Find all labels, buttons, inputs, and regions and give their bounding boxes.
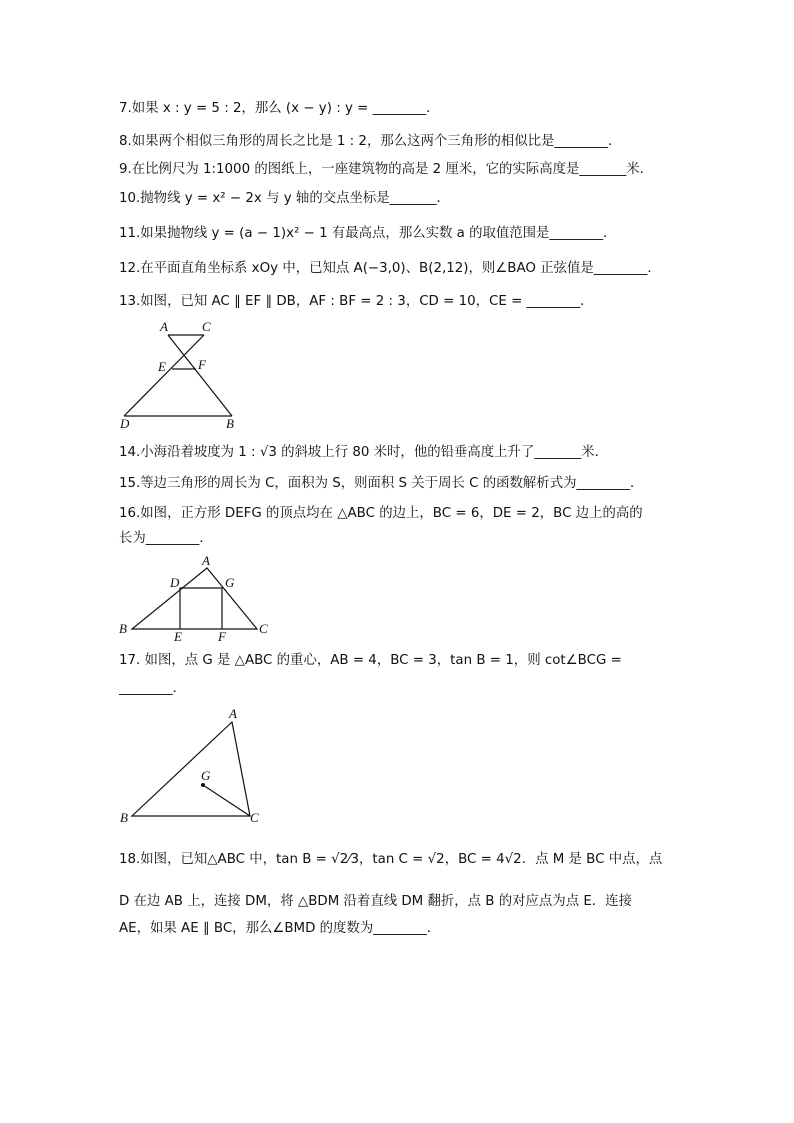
fig17-label-a: A xyxy=(229,706,237,721)
fig13-label-f: F xyxy=(198,357,206,372)
fig16-label-c: C xyxy=(259,621,268,636)
question-10: 10.抛物线 y = x² − 2x 与 y 轴的交点坐标是_______． xyxy=(119,191,450,206)
question-7: 7.如果 x : y = 5 : 2，那么 (x − y) : y = ________． xyxy=(119,101,440,116)
fig16-label-f: F xyxy=(218,629,226,644)
question-8: 8.如果两个相似三角形的周长之比是 1 : 2，那么这两个三角形的相似比是________． xyxy=(119,134,622,149)
fig13-label-e: E xyxy=(158,359,166,374)
fig16-label-a: A xyxy=(202,553,210,568)
fig13-label-c: C xyxy=(202,319,211,334)
question-18-line-3: AE，如果 AE ∥ BC，那么∠BMD 的度数为________． xyxy=(119,921,441,936)
question-11: 11.如果抛物线 y = (a − 1)x² − 1 有最高点，那么实数 a 的取值范围是________． xyxy=(119,226,617,241)
question-17-line-2: ________． xyxy=(119,681,186,696)
fig16-label-e: E xyxy=(174,629,182,644)
fig16-label-b: B xyxy=(119,621,127,636)
question-18-line-1: 18.如图，已知△ABC 中，tan B = √2⁄3，tan C = √2，BC = 4√2．点 M 是 BC 中点，点 xyxy=(119,852,663,867)
fig16-label-g: G xyxy=(225,575,235,590)
question-17-line-1: 17. 如图，点 G 是 △ABC 的重心，AB = 4，BC = 3，tan B = 1，则 cot∠BCG = xyxy=(119,653,622,668)
fig13-label-a: A xyxy=(160,319,168,334)
fig17-point-g xyxy=(201,783,205,787)
question-12: 12.在平面直角坐标系 xOy 中，已知点 A(−3,0)、B(2,12)，则∠BAO 正弦值是________． xyxy=(119,261,661,276)
fig16-label-d: D xyxy=(170,575,180,590)
question-9: 9.在比例尺为 1:1000 的图纸上，一座建筑物的高是 2 厘米，它的实际高度是_______米． xyxy=(119,162,654,177)
fig13-label-d: D xyxy=(120,416,130,431)
question-16-line-2: 长为________． xyxy=(119,531,213,546)
fig17-triangle-abc xyxy=(132,722,250,816)
question-14: 14.小海沿着坡度为 1 : √3 的斜坡上行 80 米时，他的铅垂高度上升了_______米． xyxy=(119,445,608,460)
fig17-label-c: C xyxy=(250,810,259,825)
fig17-segment-gc xyxy=(203,785,250,816)
question-16-line-1: 16.如图，正方形 DEFG 的顶点均在 △ABC 的边上，BC = 6，DE = 2，BC 边上的高的 xyxy=(119,506,643,521)
fig17-label-b: B xyxy=(120,810,128,825)
question-15: 15.等边三角形的周长为 C，面积为 S，则面积 S 关于周长 C 的函数解析式为________． xyxy=(119,476,644,491)
fig17-label-g: G xyxy=(201,768,211,783)
question-18-line-2: D 在边 AB 上，连接 DM，将 △BDM 沿着直线 DM 翻折，点 B 的对应点为点 E．连接 xyxy=(119,894,632,909)
fig13-label-b: B xyxy=(226,416,234,431)
question-13: 13.如图，已知 AC ∥ EF ∥ DB，AF : BF = 2 : 3，CD = 10，CE = ________． xyxy=(119,294,594,309)
